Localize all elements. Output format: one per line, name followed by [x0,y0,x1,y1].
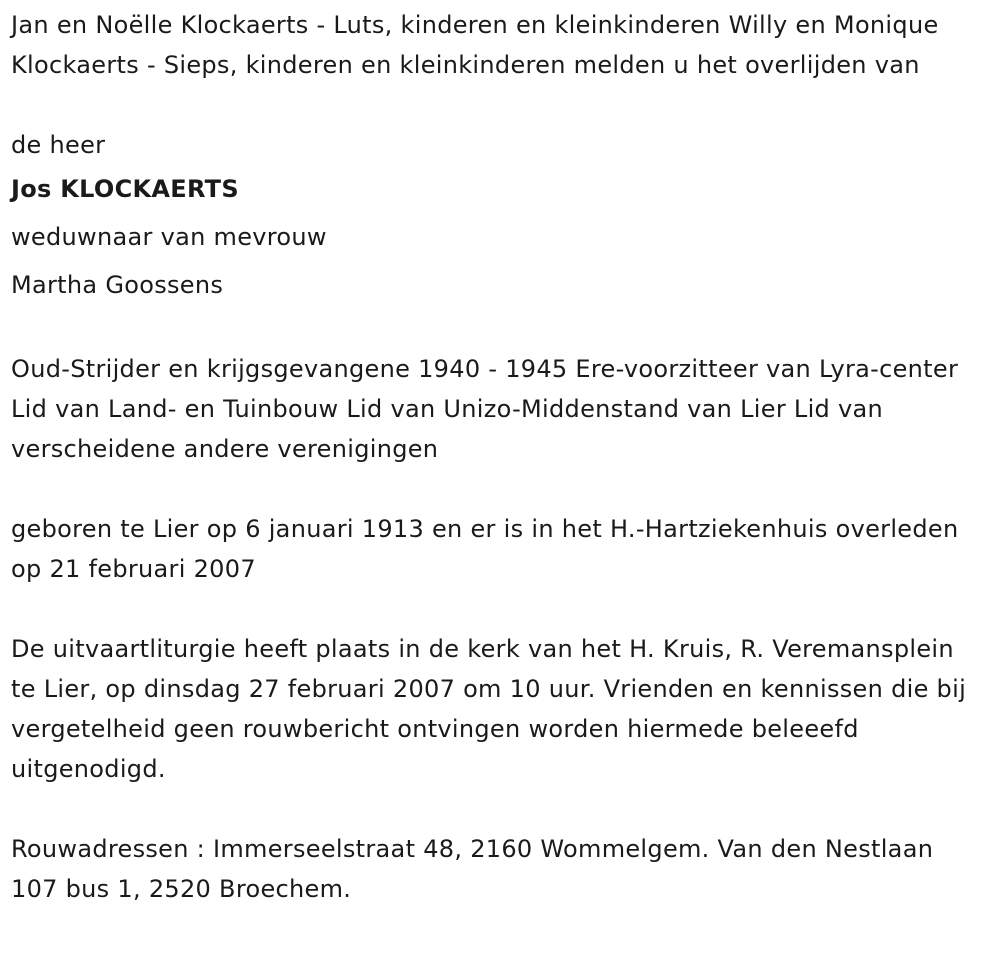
salutation: de heer [11,131,106,159]
spacer [11,469,986,509]
intro-paragraph: Jan en Noëlle Klockaerts - Luts, kinderen en kleinkinderen Willy en Monique Klockaerts - Sieps, kinderen en kleinkinderen melden u het overlijden van [11,11,939,79]
spacer [11,309,986,349]
deceased-name: Jos KLOCKAERTS [11,175,239,203]
relation-line: weduwnaar van mevrouw [11,223,327,251]
spacer [11,789,986,829]
funeral-paragraph: De uitvaartliturgie heeft plaats in de kerk van het H. Kruis, R. Veremansplein te Lier, op dinsdag 27 februari 2007 om 10 uur. Vrienden en kennissen die bij vergetelheid geen rouwbericht ontvingen worden hiermede beleeefd uitgenodigd. [11,635,967,783]
birth-death-paragraph: geboren te Lier op 6 januari 1913 en er is in het H.-Hartziekenhuis overleden op 21 februari 2007 [11,515,959,583]
addresses-paragraph: Rouwadressen : Immerseelstraat 48, 2160 Wommelgem. Van den Nestlaan 107 bus 1, 2520 Broechem. [11,835,934,903]
spacer [11,589,986,629]
spacer [11,85,986,125]
titles-paragraph: Oud-Strijder en krijgsgevangene 1940 - 1945 Ere-voorzitteer van Lyra-center Lid van Land- en Tuinbouw Lid van Unizo-Middenstand van Lier Lid van verscheidene andere verenigingen [11,355,959,463]
spouse-name: Martha Goossens [11,271,224,299]
death-notice [11,5,986,909]
